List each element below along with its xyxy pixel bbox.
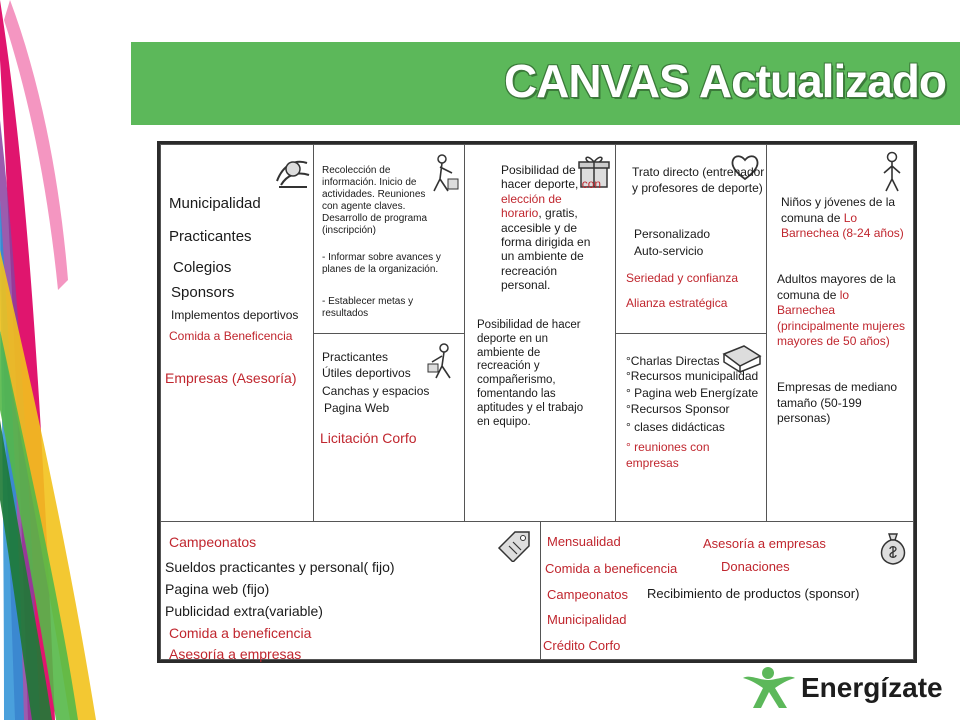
price-tag-icon: [495, 528, 533, 562]
relation-item: Personalizado: [634, 227, 711, 241]
revenue-item: Donaciones: [721, 559, 790, 574]
key-resources-cell: [313, 333, 465, 522]
revenue-item: Campeonatos: [547, 587, 628, 602]
value-text: Posibilidad de hacer deporte,: [501, 163, 579, 192]
segment-text: Lo Barnechea (8-24 años): [781, 210, 904, 241]
resource-item: Útiles deportivos: [322, 366, 411, 380]
partner-item: Colegios: [173, 259, 232, 276]
relation-item: Seriedad y confianza: [626, 271, 739, 285]
segment-1: [781, 195, 913, 242]
key-activities-cell: [313, 144, 465, 334]
key-partners-cell: [160, 144, 314, 522]
resource-item: Pagina Web: [324, 401, 390, 415]
channel-item: °Recursos Sponsor: [626, 402, 730, 416]
revenue-item: Mensualidad: [547, 534, 621, 549]
segment-text: Adultos mayores de la comuna de: [777, 272, 896, 302]
resources-icon: [426, 342, 458, 380]
segment-text: Niños y jóvenes de la comuna de: [781, 195, 896, 225]
revenue-streams-cell: [540, 521, 914, 660]
partner-item: Comida a Beneficencia: [169, 329, 293, 343]
partner-item: Implementos deportivos: [171, 308, 299, 322]
decorative-ribbons: [0, 0, 120, 720]
activities-task: - Establecer metas y resultados: [322, 296, 414, 319]
revenue-item: Municipalidad: [547, 612, 627, 627]
cost-item: Sueldos practicantes y personal( fijo): [165, 559, 395, 575]
partner-item: Empresas (Asesoría): [165, 370, 297, 386]
cost-item: Campeonatos: [169, 534, 257, 550]
activities-task: - Informar sobre avances y planes de la organización.: [322, 252, 441, 275]
value-text: con elección de horario: [501, 177, 602, 221]
value-proposition-cell: [464, 144, 616, 522]
cost-item: Publicidad extra(variable): [165, 603, 323, 619]
customer-segments-cell: [766, 144, 914, 522]
title-banner: [131, 42, 960, 125]
revenue-item: Comida a beneficencia: [545, 561, 678, 576]
revenue-item: Crédito Corfo: [543, 638, 621, 653]
channel-item: °Charlas Directas: [626, 354, 720, 368]
money-bag-icon: [875, 528, 911, 566]
value-text: , gratis, accesible y de forma dirigida en un ambiente de recreación personal.: [501, 206, 591, 293]
relation-item: Alianza estratégica: [626, 296, 728, 310]
channel-item: empresas: [626, 456, 679, 470]
activities-text: Recolección de información. Inicio de actividades. Reuniones con agente claves. Desarrollo de programa (inscripción): [322, 165, 428, 236]
partner-item: Sponsors: [171, 284, 235, 301]
resource-item: Practicantes: [322, 350, 389, 364]
relation-item: Auto-servicio: [634, 244, 704, 258]
resource-item: Licitación Corfo: [320, 430, 417, 446]
revenue-item: Recibimiento de productos (sponsor): [647, 586, 860, 601]
energizate-logo: [739, 664, 954, 714]
value-proposition-1: [501, 163, 603, 293]
business-model-canvas: [157, 141, 917, 663]
value-proposition-2: Posibilidad de hacer deporte en un ambiente de recreación y compañerismo, fomentando las aptitudes y el trabajo en equipo.: [477, 319, 584, 428]
cost-item: Pagina web (fijo): [165, 581, 270, 597]
person-icon: [879, 151, 905, 193]
partner-item: Practicantes: [169, 228, 252, 245]
page-title: CANVAS Actualizado: [503, 55, 946, 107]
cost-item: Comida a beneficencia: [169, 625, 312, 641]
worker-icon: [428, 153, 460, 193]
channels-cell: [615, 333, 767, 522]
channel-item: ° Pagina web Energízate: [626, 386, 759, 400]
brand-name: Energízate: [801, 672, 943, 703]
handshake-icon: [273, 151, 313, 189]
channel-item: °Recursos municipalidad: [626, 369, 759, 383]
customer-relationships-cell: [615, 144, 767, 334]
segment-text: lo Barnechea (principalmente mujeres mayores de 50 años): [777, 287, 906, 349]
channel-item: ° clases didácticas: [626, 420, 725, 434]
channel-item: ° reuniones con: [626, 440, 710, 454]
cost-structure-cell: [160, 521, 541, 660]
relation-item: Trato directo (entrenador y profesores de deporte): [632, 165, 765, 195]
segment-2: [777, 272, 909, 350]
segment-3: Empresas de mediano tamaño (50-199 personas): [777, 380, 898, 426]
runner-logo-icon: [739, 664, 797, 714]
resource-item: Canchas y espacios: [322, 384, 430, 398]
revenue-item: Asesoría a empresas: [703, 536, 826, 551]
cost-item: Asesoría a empresas: [169, 646, 302, 662]
partner-item: Municipalidad: [169, 195, 261, 212]
